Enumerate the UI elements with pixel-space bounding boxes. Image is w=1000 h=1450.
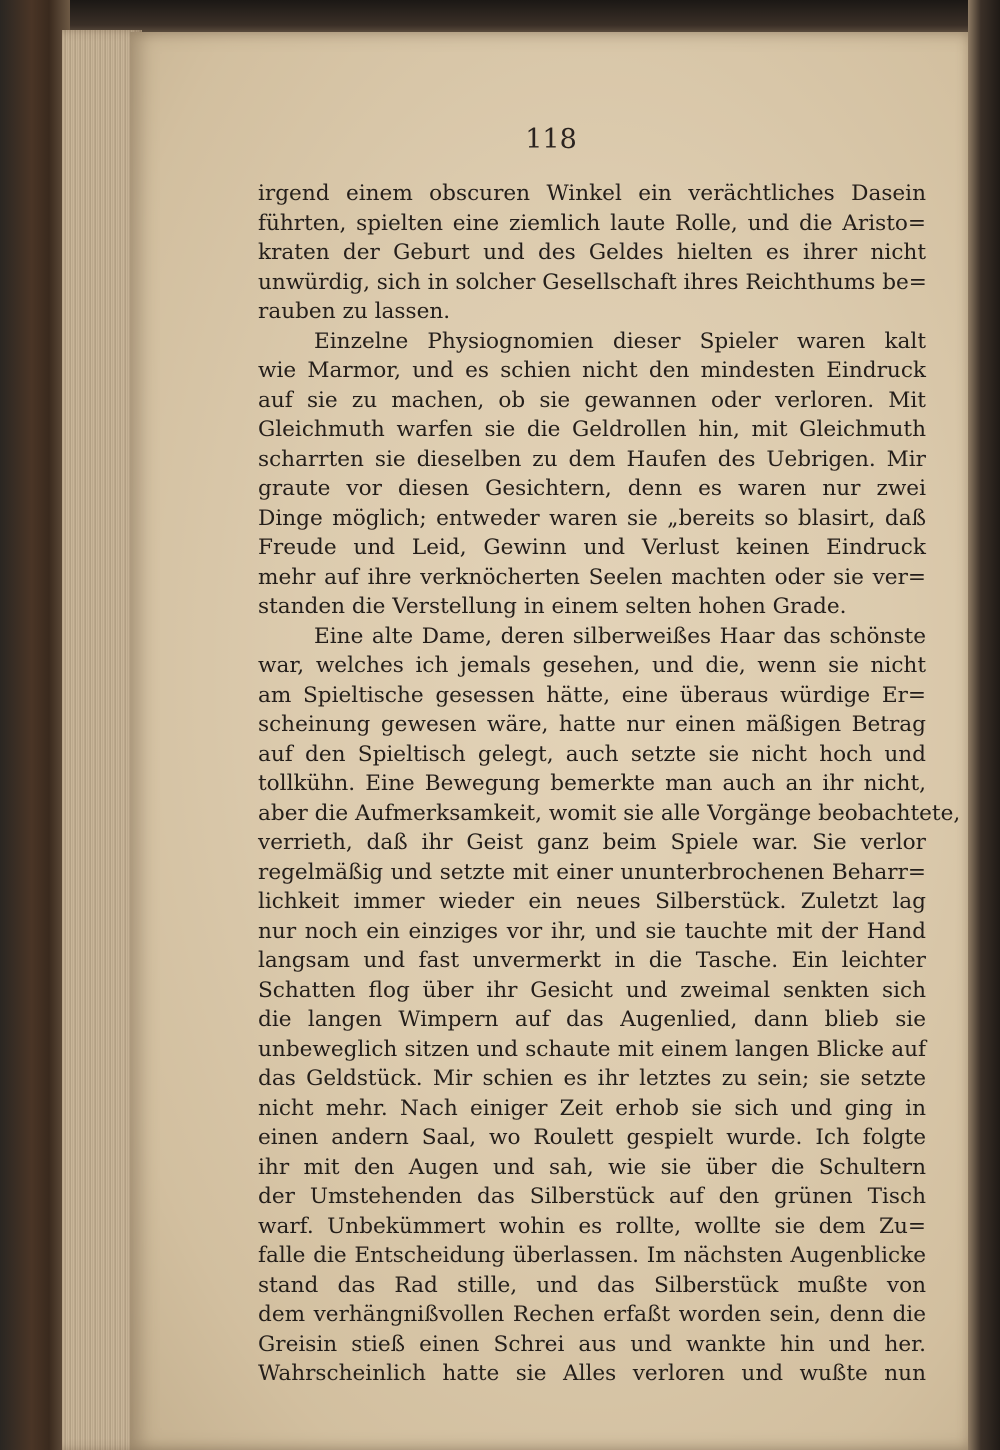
- text-line: unbeweglich sitzen und schaute mit einem langen Blicke auf: [258, 1036, 926, 1062]
- text-line: nur noch ein einziges vor ihr, und sie tauchte mit der Hand: [258, 918, 926, 944]
- text-line: warf. Unbekümmert wohin es rollte, wollte sie dem Zu=: [258, 1213, 926, 1239]
- text-line: langsam und fast unvermerkt in die Tasche. Ein leichter: [258, 948, 926, 973]
- text-line: kraten der Geburt und des Geldes hielten es ihrer nicht: [258, 240, 926, 265]
- text-line: aber die Aufmerksamkeit, womit sie alle Vorgänge beobachtete,: [258, 800, 961, 826]
- text-line: Dinge möglich; entweder waren sie „bereits so blasirt, daß: [258, 505, 926, 531]
- book-cover-right: [968, 0, 1000, 1450]
- text-line: Wahrscheinlich hatte sie Alles verloren und wußte nun: [258, 1361, 926, 1386]
- text-line: nicht mehr. Nach einiger Zeit erhob sie sich und ging in: [258, 1095, 926, 1121]
- text-line: unwürdig, sich in solcher Gesellschaft ihres Reichthums be=: [258, 269, 927, 295]
- text-line: scheinung gewesen wäre, hatte nur einen mäßigen Betrag: [258, 712, 926, 737]
- page-number: 118: [525, 124, 577, 155]
- text-line: Gleichmuth warfen sie die Geldrollen hin, mit Gleichmuth: [258, 417, 926, 442]
- text-line: Freude und Leid, Gewinn und Verlust keinen Eindruck: [258, 535, 926, 560]
- text-line: falle die Entscheidung überlassen. Im nächsten Augenblicke: [258, 1243, 926, 1268]
- book-cover-left: [0, 0, 70, 1450]
- text-line: der Umstehenden das Silberstück auf den grünen Tisch: [258, 1184, 926, 1209]
- text-line: lichkeit immer wieder ein neues Silberstück. Zuletzt lag: [258, 889, 926, 914]
- text-line: scharrten sie dieselben zu dem Haufen des Uebrigen. Mir: [258, 446, 926, 472]
- text-line: Schatten flog über ihr Gesicht und zweimal senkten sich: [258, 977, 926, 1003]
- text-line: auf den Spieltisch gelegt, auch setzte sie nicht hoch und: [258, 741, 926, 767]
- text-line: führten, spielten eine ziemlich laute Rolle, und die Aristo=: [258, 210, 926, 236]
- text-line: am Spieltische gesessen hätte, eine überaus würdige Er=: [258, 682, 926, 708]
- body-text: [258, 179, 961, 1389]
- text-line: Einzelne Physiognomien dieser Spieler waren kalt: [314, 328, 926, 354]
- text-line: Greisin stieß einen Schrei aus und wankte hin und her.: [258, 1331, 926, 1357]
- text-line: stand das Rad stille, und das Silberstück mußte von: [258, 1272, 926, 1298]
- text-line: das Geldstück. Mir schien es ihr letztes zu sein; sie setzte: [258, 1066, 926, 1091]
- text-line: irgend einem obscuren Winkel ein verächtliches Dasein: [258, 181, 926, 206]
- text-line: tollkühn. Eine Bewegung bemerkte man auch an ihr nicht,: [258, 771, 926, 796]
- text-line: mehr auf ihre verknöcherten Seelen machten oder sie ver=: [258, 564, 926, 590]
- text-line: dem verhängnißvollen Rechen erfaßt worden sein, denn die: [258, 1302, 926, 1327]
- text-line: verrieth, daß ihr Geist ganz beim Spiele war. Sie verlor: [258, 830, 926, 855]
- text-line: graute vor diesen Gesichtern, denn es waren nur zwei: [258, 476, 926, 501]
- text-line: regelmäßig und setzte mit einer ununterbrochenen Beharr=: [258, 859, 926, 885]
- text-line: Eine alte Dame, deren silberweißes Haar das schönste: [314, 623, 926, 649]
- text-line: war, welches ich jemals gesehen, und die, wenn sie nicht: [258, 653, 926, 678]
- text-line: einen andern Saal, wo Roulett gespielt wurde. Ich folgte: [258, 1125, 926, 1150]
- top-edge: [0, 0, 1000, 36]
- text-line: wie Marmor, und es schien nicht den mindesten Eindruck: [258, 358, 926, 383]
- text-line: standen die Verstellung in einem selten hohen Grade.: [258, 594, 847, 619]
- text-line: die langen Wimpern auf das Augenlied, dann blieb sie: [258, 1007, 926, 1032]
- text-line: rauben zu lassen.: [258, 299, 451, 324]
- text-line: auf sie zu machen, ob sie gewannen oder verloren. Mit: [258, 387, 926, 413]
- text-line: ihr mit den Augen und sah, wie sie über die Schultern: [258, 1154, 926, 1180]
- book-page: [130, 32, 972, 1450]
